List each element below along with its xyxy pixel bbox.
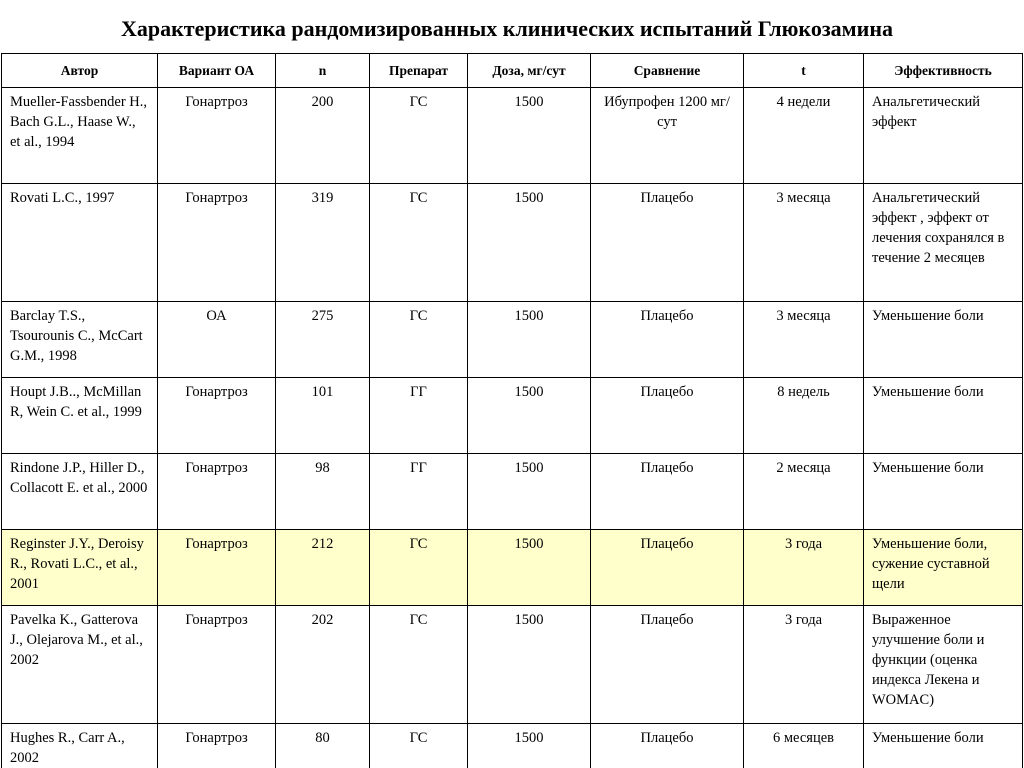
cell-oa-variant: Гонартроз [158,184,276,302]
cell-drug: ГС [370,88,468,184]
cell-duration: 6 месяцев [744,724,864,768]
cell-author: Hughes R., Carr A., 2002 [2,724,158,768]
cell-dose: 1500 [468,530,591,606]
cell-comparison: Плацебо [591,378,744,454]
cell-efficacy: Уменьшение боли [864,378,1023,454]
cell-author: Houpt J.B.., McMillan R, Wein C. et al., 1999 [2,378,158,454]
cell-drug: ГГ [370,454,468,530]
cell-efficacy: Уменьшение боли [864,454,1023,530]
table-row [2,606,1023,724]
cell-duration: 8 недель [744,378,864,454]
cell-duration: 4 недели [744,88,864,184]
cell-n: 202 [276,606,370,724]
col-header-oa-variant: Вариант ОА [158,54,276,88]
cell-dose: 1500 [468,454,591,530]
cell-efficacy: Анальгетический эффект [864,88,1023,184]
col-header-drug: Препарат [370,54,468,88]
cell-n: 212 [276,530,370,606]
cell-drug: ГС [370,302,468,378]
cell-oa-variant: ОА [158,302,276,378]
cell-drug: ГС [370,530,468,606]
cell-duration: 3 года [744,606,864,724]
cell-comparison: Ибупрофен 1200 мг/сут [591,88,744,184]
cell-n: 80 [276,724,370,768]
table-row [2,88,1023,184]
cell-drug: ГГ [370,378,468,454]
table-header-row [2,54,1023,88]
cell-dose: 1500 [468,184,591,302]
cell-comparison: Плацебо [591,530,744,606]
table-row [2,378,1023,454]
cell-oa-variant: Гонартроз [158,454,276,530]
cell-oa-variant: Гонартроз [158,88,276,184]
cell-efficacy: Уменьшение боли [864,302,1023,378]
cell-dose: 1500 [468,606,591,724]
cell-author: Rindone J.P., Hiller D., Collacott E. et al., 2000 [2,454,158,530]
cell-duration: 3 месяца [744,184,864,302]
cell-author: Pavelka K., Gatterova J., Olejarova M., et al., 2002 [2,606,158,724]
cell-author: Reginster J.Y., Deroisy R., Rovati L.C., et al., 2001 [2,530,158,606]
col-header-t: t [744,54,864,88]
cell-efficacy: Анальгетический эффект , эффект от лечения сохранялся в течение 2 месяцев [864,184,1023,302]
cell-duration: 3 года [744,530,864,606]
col-header-comparison: Сравнение [591,54,744,88]
cell-oa-variant: Гонартроз [158,606,276,724]
cell-comparison: Плацебо [591,724,744,768]
col-header-n: n [276,54,370,88]
table-row [2,454,1023,530]
col-header-dose: Доза, мг/сут [468,54,591,88]
col-header-efficacy: Эффективность [864,54,1023,88]
cell-comparison: Плацебо [591,302,744,378]
table-row [2,724,1023,768]
cell-oa-variant: Гонартроз [158,378,276,454]
slide-title: Характеристика рандомизированных клинических испытаний Глюкозамина [121,16,893,41]
cell-efficacy: Выраженное улучшение боли и функции (оценка индекса Лекена и WOMAC) [864,606,1023,724]
cell-n: 200 [276,88,370,184]
cell-oa-variant: Гонартроз [158,724,276,768]
cell-dose: 1500 [468,88,591,184]
cell-efficacy: Уменьшение боли, сужение суставной щели [864,530,1023,606]
cell-n: 101 [276,378,370,454]
cell-comparison: Плацебо [591,606,744,724]
trials-table [1,53,1023,768]
cell-duration: 3 месяца [744,302,864,378]
cell-efficacy: Уменьшение боли [864,724,1023,768]
cell-comparison: Плацебо [591,184,744,302]
col-header-author: Автор [2,54,158,88]
cell-dose: 1500 [468,302,591,378]
cell-author: Mueller-Fassbender H., Bach G.L., Haase W., et al., 1994 [2,88,158,184]
cell-duration: 2 месяца [744,454,864,530]
table-row [2,184,1023,302]
cell-drug: ГС [370,606,468,724]
cell-dose: 1500 [468,724,591,768]
cell-n: 319 [276,184,370,302]
cell-n: 275 [276,302,370,378]
cell-n: 98 [276,454,370,530]
cell-oa-variant: Гонартроз [158,530,276,606]
cell-author: Barclay T.S., Tsourounis C., McCart G.M., 1998 [2,302,158,378]
cell-dose: 1500 [468,378,591,454]
cell-drug: ГС [370,724,468,768]
table-row-highlighted [2,530,1023,606]
table-row [2,302,1023,378]
cell-author: Rovati L.C., 1997 [2,184,158,302]
cell-drug: ГС [370,184,468,302]
cell-comparison: Плацебо [591,454,744,530]
